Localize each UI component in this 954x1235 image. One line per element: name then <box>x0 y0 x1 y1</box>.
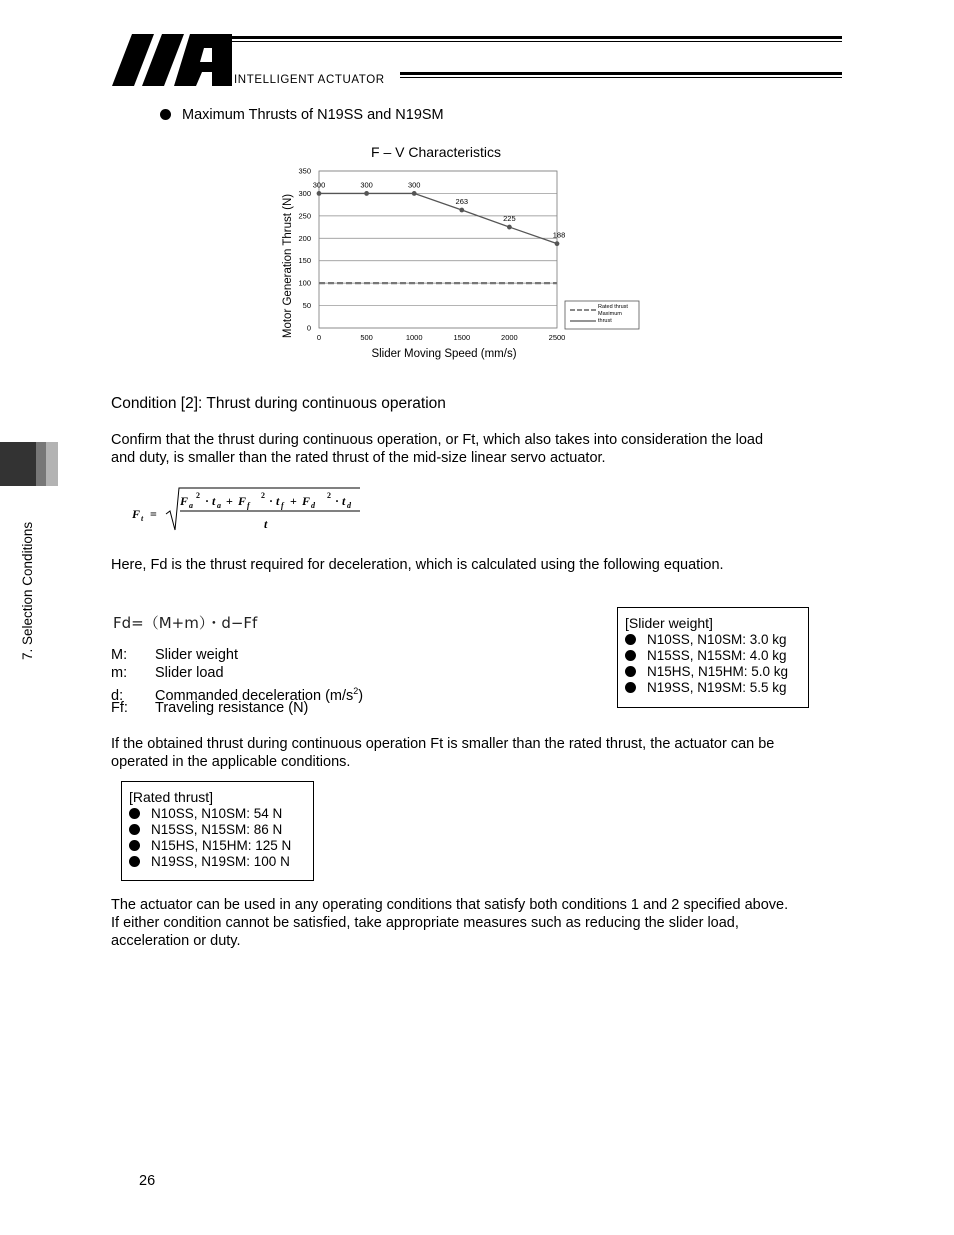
condition2-heading: Condition [2]: Thrust during continuous operation <box>111 395 446 412</box>
rated-thrust-item: N15HS, N15HM: 125 N <box>129 838 313 854</box>
section-bullet-title <box>160 106 444 124</box>
page-number: 26 <box>139 1173 156 1189</box>
svg-text:2: 2 <box>327 491 331 500</box>
x-tick-label: 2000 <box>501 333 518 342</box>
ft-formula <box>128 484 368 536</box>
rated-thrust-item: N10SS, N10SM: 54 N <box>129 806 313 822</box>
slider-weight-item: N10SS, N10SM: 3.0 kg <box>625 632 808 648</box>
para4-line1: The actuator can be used in any operating conditions that satisfy both conditions 1 and 2 specified above. <box>111 897 789 913</box>
company-logo <box>112 34 232 86</box>
slider-weight-item: N19SS, N19SM: 5.5 kg <box>625 680 808 696</box>
svg-text:d: d <box>347 501 351 510</box>
slider-weight-title: [Slider weight] <box>625 615 713 631</box>
side-tab-label: 7. Selection Conditions <box>20 521 35 660</box>
legend-max-label: Maximum thrust <box>598 311 622 324</box>
svg-text:t: t <box>264 517 268 531</box>
svg-text:f: f <box>247 501 250 510</box>
svg-text:2: 2 <box>261 491 265 500</box>
y-tick-label: 100 <box>298 278 311 288</box>
side-tab-block <box>0 442 36 486</box>
svg-text:2: 2 <box>196 491 200 500</box>
svg-text:t: t <box>342 494 346 508</box>
para3-line2: operated in the applicable conditions. <box>111 754 351 770</box>
y-axis-label: Motor Generation Thrust (N) <box>282 193 294 339</box>
max-thrust-point <box>364 191 369 196</box>
max-thrust-point <box>459 208 464 213</box>
rated-thrust-item: N15SS, N15SM: 86 N <box>129 822 313 838</box>
y-tick-label: 0 <box>306 323 311 333</box>
bullet-icon <box>160 109 171 120</box>
para4-line3: acceleration or duty. <box>111 933 241 949</box>
svg-text:·: · <box>269 494 274 508</box>
fv-chart <box>274 140 654 365</box>
svg-text:F: F <box>180 494 189 508</box>
chart-title: F – V Characteristics <box>371 144 501 160</box>
header-rule <box>232 36 842 39</box>
x-tick-label: 1500 <box>453 333 471 342</box>
svg-text:·: · <box>205 494 210 508</box>
svg-text:t: t <box>141 514 144 523</box>
slider-weight-box <box>617 607 809 708</box>
data-label: 300 <box>312 180 326 190</box>
max-thrust-point <box>317 191 322 196</box>
data-label: 263 <box>455 197 469 207</box>
data-label: 300 <box>360 180 373 190</box>
var-row-m: m: Slider load <box>111 665 224 681</box>
para2: Here, Fd is the thrust required for deceleration, which is calculated using the following equation. <box>111 557 724 573</box>
x-axis-label: Slider Moving Speed (mm/s) <box>371 348 517 360</box>
rated-thrust-title: [Rated thrust] <box>129 789 214 805</box>
side-tab-block <box>36 442 46 486</box>
y-tick-label: 50 <box>302 301 311 311</box>
y-tick-label: 300 <box>298 188 311 198</box>
x-tick-label: 500 <box>360 333 373 342</box>
svg-text:F: F <box>238 494 247 508</box>
max-thrust-point <box>555 241 560 246</box>
y-tick-label: 200 <box>298 233 311 243</box>
plot-area <box>319 171 557 328</box>
svg-text:=: = <box>150 507 157 521</box>
svg-text:t: t <box>212 494 216 508</box>
header-rule <box>232 41 842 42</box>
data-label: 188 <box>552 230 566 240</box>
var-row-M: M: Slider weight <box>111 647 239 663</box>
svg-text:f: f <box>281 501 284 510</box>
legend-rated-label: Rated thrust <box>598 304 628 310</box>
x-tick-label: 1000 <box>405 333 423 342</box>
svg-text:t: t <box>276 494 280 508</box>
bullet-title-text: Maximum Thrusts of N19SS and N19SM <box>182 107 444 123</box>
y-tick-label: 350 <box>298 166 311 176</box>
para3-line1: If the obtained thrust during continuous operation Ft is smaller than the rated thrust, the actuator can be <box>111 736 775 752</box>
rated-thrust-item: N19SS, N19SM: 100 N <box>129 854 313 870</box>
rated-thrust-box <box>121 781 314 881</box>
x-tick-label: 2500 <box>548 333 566 342</box>
svg-text:d: d <box>311 501 315 510</box>
max-thrust-point <box>412 191 417 196</box>
slider-weight-item: N15HS, N15HM: 5.0 kg <box>625 664 808 680</box>
svg-text:·: · <box>335 494 340 508</box>
para1-line1: Confirm that the thrust during continuous operation, or Ft, which also takes into consideration the load <box>111 432 764 448</box>
header-rule <box>400 77 842 78</box>
slider-weight-item: N15SS, N15SM: 4.0 kg <box>625 648 808 664</box>
y-tick-label: 250 <box>298 211 311 221</box>
var-row-Ff: Ff: Traveling resistance (N) <box>111 700 309 716</box>
svg-text:+: + <box>290 494 297 508</box>
data-label: 225 <box>503 214 516 224</box>
para1-line2: and duty, is smaller than the rated thrust of the mid-size linear servo actuator. <box>111 450 606 466</box>
x-tick-label: 0 <box>316 333 322 342</box>
svg-text:a: a <box>189 501 193 510</box>
svg-text:F: F <box>302 494 311 508</box>
fd-equation: Fd=（M+m）・d−Ff <box>113 614 258 632</box>
para4-line2: If either condition cannot be satisfied, take appropriate measures such as reducing the slider load, <box>111 915 739 931</box>
var-row-d: d: Commanded deceleration $(m/s^2)$ <box>111 686 364 704</box>
side-tab-block <box>46 442 58 486</box>
data-label: 300 <box>407 180 421 190</box>
max-thrust-point <box>507 225 512 230</box>
brand-name: INTELLIGENT ACTUATOR <box>234 74 385 86</box>
svg-text:+: + <box>226 494 233 508</box>
y-tick-label: 150 <box>298 256 311 266</box>
svg-text:a: a <box>217 501 221 510</box>
svg-text:F: F <box>132 507 141 521</box>
header-rule <box>400 72 842 75</box>
